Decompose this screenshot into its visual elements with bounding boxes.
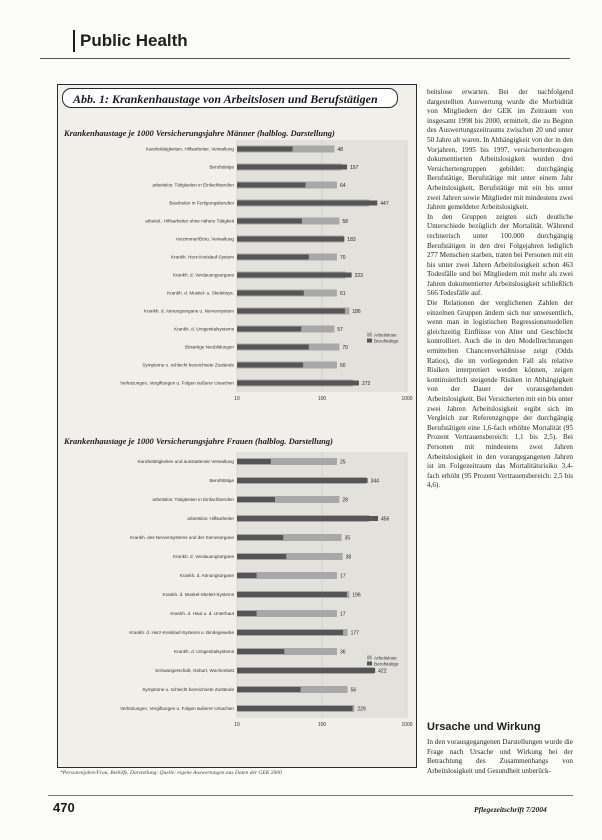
tick-label-men: 100 bbox=[317, 396, 327, 402]
tick-label-men: 1000 bbox=[401, 396, 413, 402]
value-label-women: 229 bbox=[357, 706, 366, 713]
category-label-women: Krankh. d. Herz-Kreislauf-Systems u. Bindegewebe bbox=[129, 630, 234, 636]
category-label-men: Krankh. d. Verdauungsorgane bbox=[172, 272, 234, 278]
legend-label-women: Berufstätige bbox=[374, 661, 399, 667]
value-label-women: 344 bbox=[370, 478, 379, 485]
body-column bbox=[427, 88, 573, 491]
legend-swatch-light-men bbox=[367, 333, 372, 337]
legend-swatch-light-women bbox=[367, 655, 372, 659]
value-label-women: 456 bbox=[381, 516, 390, 523]
bar-berufstaetige-men bbox=[237, 201, 377, 206]
bar-berufstaetige-women bbox=[237, 554, 286, 559]
category-label-men: Verletzungen, Vergiftungen u. Folgen äußerer Ursachen bbox=[120, 380, 234, 386]
bar-berufstaetige-women bbox=[237, 630, 343, 635]
bar-berufstaetige-men bbox=[237, 183, 306, 188]
paragraph-3: Die Relationen der verglichenen Zahlen der einzelnen Gruppen ändern sich nur unwesentlich, wenn man in logistischen Regressionsmodellen gleichzeitig Einflüsse von Alter und Geschlecht kontrolliert. Auch die in den Modellrechnungen ermittelten Chancenverhältnisse zeigt (Odds Ratios), die im vorliegenden Fall als relative Risiken interpretiert werden können, zeigen kontinuierlich steigende Risiken in Abhängigkeit von der Dauer der vorausgehenden Arbeitslosigkeit. Bei Versicherten mit ein bis unter zwei Jahren Arbeitslosigkeit ergibt sich im Vergleich zur Referenzgruppe der durchgängig Berufstätigen eine 1,6-fach erhöhte Mortalität (95 Prozent Vertrauensbereich: 1,1 bis 2,5). Bei Personen mit mindestens zwei Jahren Arbeitslosigkeit in den vorangegangenen Jahren ist im Folgezeitraum das Mortalitätsrisiko 3,4-fach erhöht (95 Prozent Vertrauensbereich: 2,5 bis 4,6). bbox=[427, 299, 573, 490]
bar-berufstaetige-men bbox=[237, 237, 344, 242]
category-label-men: Bearbeiter in Fertigungsberufen bbox=[169, 200, 234, 206]
legend-label-men: Berufstätige bbox=[374, 338, 399, 344]
category-label-women: Krankh. d. Muskel-Skelett-Systems bbox=[162, 592, 234, 598]
bar-berufstaetige-women bbox=[237, 649, 284, 654]
page-number: 470 bbox=[53, 800, 75, 815]
footer-rule bbox=[48, 795, 573, 796]
value-label-men: 48 bbox=[337, 146, 343, 153]
bar-berufstaetige-men bbox=[237, 273, 352, 278]
value-label-men: 183 bbox=[347, 236, 356, 243]
value-label-women: 38 bbox=[345, 554, 352, 561]
value-label-men: 447 bbox=[380, 200, 389, 207]
category-label-men: Bösartige Neubildungen bbox=[184, 344, 234, 350]
journal-name: Pflegezeitschrift 7/2004 bbox=[474, 805, 547, 814]
value-label-women: 196 bbox=[352, 592, 361, 599]
legend-label-men: Arbeitslose bbox=[374, 332, 397, 338]
bar-berufstaetige-men bbox=[237, 327, 301, 332]
category-label-men: arbeitslos: Tätigkeiten in Einfachberufen bbox=[152, 182, 234, 188]
category-label-women: Schwangerschaft, Geburt, Wochenbett bbox=[155, 668, 234, 674]
tick-label-men: 10 bbox=[234, 396, 240, 402]
value-label-women: 422 bbox=[378, 668, 387, 675]
legend-swatch-dark-men bbox=[367, 339, 372, 343]
category-label-men: Krankh. d. Atmungsorgane u. Nervensystem bbox=[143, 308, 234, 314]
category-label-women: Krankh. des Nervensystems und der Sinnesorgane bbox=[130, 535, 234, 541]
bar-berufstaetige-men bbox=[237, 381, 359, 386]
category-label-men: Kanzleitätigkeiten, Hilfsarbeiter, Verwaltung bbox=[145, 146, 234, 152]
bar-berufstaetige-men bbox=[237, 147, 293, 152]
bar-berufstaetige-women bbox=[237, 478, 368, 483]
chart-title-women: Krankenhaustage je 1000 Versicherungsjahre Frauen (halblog. Darstellung) bbox=[64, 436, 333, 446]
bar-berufstaetige-women bbox=[237, 668, 375, 673]
value-label-men: 70 bbox=[342, 344, 348, 351]
tick-label-women: 10 bbox=[234, 722, 240, 728]
bar-berufstaetige-men bbox=[237, 363, 303, 368]
legend-label-women: Arbeitslose bbox=[374, 655, 397, 661]
category-label-women: Krankh. d. Urogenitalsystems bbox=[174, 649, 234, 655]
category-label-women: arbeitslos: Hilfsarbeiter bbox=[187, 516, 234, 522]
bar-berufstaetige-men bbox=[237, 219, 302, 224]
tick-label-women: 1000 bbox=[401, 722, 413, 728]
category-label-men: arbeitsl.: Hilfsarbeiter ohne nähere Tätigkeit bbox=[145, 218, 234, 224]
category-label-women: Kanzleitätigkeiten und ausstattende Verwaltung bbox=[137, 459, 234, 465]
bar-berufstaetige-women bbox=[237, 706, 353, 711]
bar-berufstaetige-men bbox=[237, 165, 347, 170]
bar-berufstaetige-women bbox=[237, 459, 271, 464]
value-label-women: 177 bbox=[350, 630, 359, 637]
figure-caption: *Personenjahre/Frau, Beihilfe, Darstellung: Quelle: eigene Auswertungen aus Daten der GEK 2000 bbox=[60, 770, 282, 776]
bar-berufstaetige-women bbox=[237, 611, 257, 616]
value-label-women: 35 bbox=[344, 535, 351, 542]
category-label-men: Krankh. d. Muskel- u. Skelettsys. bbox=[167, 290, 234, 296]
paragraph-4: In den vorausgegangenen Darstellungen wurde die Frage nach Ursache und Wirkung bei der Betrachtung des Zusammenhangs von Arbeitslosigkeit und Gesundheit unberück- bbox=[427, 738, 573, 775]
category-label-men: Krankh. d. Urogenitalsystems bbox=[174, 326, 234, 332]
value-label-men: 186 bbox=[352, 308, 361, 315]
category-label-women: Verletzungen, Vergiftungen u. Folgen äußerer Ursachen bbox=[120, 706, 234, 712]
value-label-women: 17 bbox=[339, 611, 346, 618]
body-column-end bbox=[427, 738, 573, 776]
value-label-men: 272 bbox=[361, 380, 371, 387]
category-label-men: Vorzimmer/Büro, Verwaltung bbox=[175, 236, 234, 242]
category-label-men: Berufstätige bbox=[209, 164, 234, 170]
category-label-men: Krankh. Herz-Kreislauf-System bbox=[170, 254, 234, 260]
bar-berufstaetige-women bbox=[237, 535, 283, 540]
section-title: Public Health bbox=[80, 31, 188, 50]
legend-swatch-dark-women bbox=[367, 661, 372, 665]
value-label-women: 36 bbox=[339, 649, 346, 656]
category-label-women: Berufstätige bbox=[209, 478, 234, 484]
bar-berufstaetige-women bbox=[237, 516, 378, 521]
figure-title: Abb. 1: Krankenhaustage von Arbeitslosen und Berufstätigen bbox=[62, 88, 398, 108]
chart-title-men: Krankenhaustage je 1000 Versicherungsjahre Männer (halblog. Darstellung) bbox=[64, 128, 335, 138]
bar-berufstaetige-women bbox=[237, 573, 257, 578]
value-label-men: 60 bbox=[339, 362, 346, 369]
paragraph-2: In den Gruppen zeigten sich deutliche Unterschiede bezüglich der Mortalität. Während rechnerisch unter 100.000 durchgängig Berufstätigen in den drei Folgejahren lediglich 277 Menschen starben, traten bei Personen mit ein bis unter zwei Jahren Arbeitslosigkeit schon 463 Todesfälle und bei Mitgliedern mit mehr als zwei Jahren dokumentierter Arbeitslosigkeit schließlich 566 Todesfälle auf. bbox=[427, 212, 573, 298]
bar-berufstaetige-men bbox=[237, 255, 309, 260]
value-label-men: 58 bbox=[342, 218, 348, 225]
value-label-men: 197 bbox=[350, 164, 359, 171]
section-heading: Ursache und Wirkung bbox=[427, 721, 541, 733]
category-label-women: Krankh. d. Haut u. d. Unterhaut bbox=[170, 611, 234, 617]
category-label-women: Krankh. d. Verdauungsorgane bbox=[172, 554, 234, 560]
paragraph-1: beitslose erwarten. Bei der nachfolgend dargestellten Auswertung wurde die Morbidität von Mitgliedern der GEK im Zeitraum von insgesamt 1998 bis 2000, ermittelt, die zu Beginn des Auswertungszeitraums zwischen 20 und unter 50 Jahre alt waren. In Abhängigkeit von der in den Vorjahren, 1995 bis 1997, versichertenbezogen dokumentierten Arbeitslosigkeit wurden drei Versichertengruppen gebildet: durchgängig Berufstätige, Berufstätige mit unter einem Jahr Arbeitslosigkeit, Berufstätige mit ein bis unter zwei Jahren sowie Mitglieder mit mindestens zwei Jahren gemeldeter Arbeitslosigkeit. bbox=[427, 88, 573, 212]
bar-berufstaetige-women bbox=[237, 497, 275, 502]
bar-berufstaetige-men bbox=[237, 291, 304, 296]
value-label-women: 28 bbox=[342, 497, 348, 504]
value-label-men: 223 bbox=[354, 272, 363, 279]
category-label-men: Symptome u. schlecht bezeichnete Zustände bbox=[142, 362, 234, 368]
bar-berufstaetige-men bbox=[237, 309, 345, 314]
value-label-men: 64 bbox=[339, 182, 346, 189]
value-label-women: 25 bbox=[339, 459, 346, 466]
value-label-men: 61 bbox=[339, 290, 346, 297]
bar-berufstaetige-women bbox=[237, 687, 301, 692]
value-label-men: 57 bbox=[337, 326, 343, 333]
bar-berufstaetige-women bbox=[237, 592, 347, 597]
category-label-women: Krankh. d. Atmungsorgane bbox=[179, 573, 234, 579]
value-label-men: 70 bbox=[339, 254, 346, 261]
category-label-women: arbeitslos: Tätigkeiten in Einfachberufen bbox=[152, 497, 234, 503]
category-label-women: Symptome u. schlecht bezeichnete Zustände bbox=[142, 687, 234, 693]
bar-berufstaetige-men bbox=[237, 345, 309, 350]
value-label-women: 17 bbox=[339, 573, 346, 580]
value-label-women: 56 bbox=[350, 687, 357, 694]
tick-label-women: 100 bbox=[317, 722, 327, 728]
